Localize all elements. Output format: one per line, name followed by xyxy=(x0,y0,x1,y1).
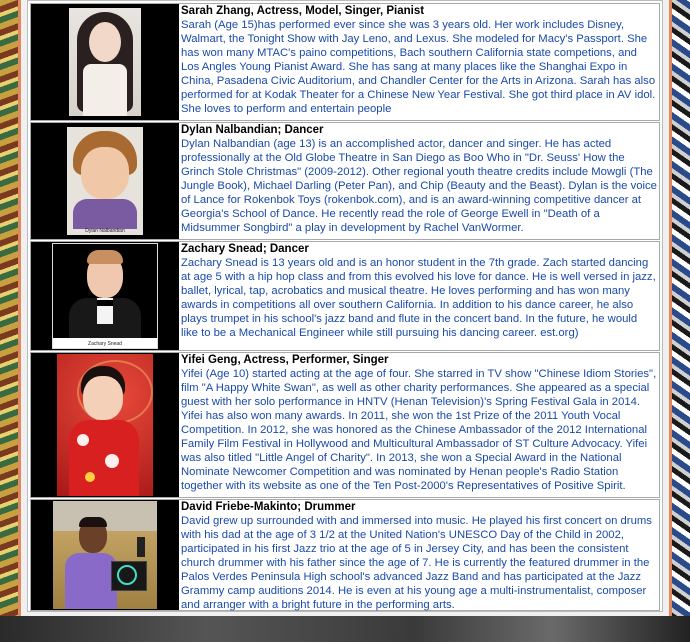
performer-bio: Yifei (Age 10) started acting at the age of four. She starred in TV show "Chinese Idiom Stories", film "A Happy White Swan", as well as other charity performances. She appeared as a special guest with her solo performance in HNTV (Henan Television)'s Spring Festival Gala in 2014. Yifei has also won many awards. In 2011, she won the 1st Prize of the 2011 Youth Vocal Competition. In 2012, she was honored as the Chinese Ambassador of the 2012 International Family Film Festival in Hollywood and Multicultural Ambassador of ST Culture Advocacy. Yifei was also titled "Little Angel of Charity". In 2013, she won a Special Award in the National Nominate Newcomer Competition and was nominated by Henan people's Radio Station together with its website as one of the Ten Post-2000's Representatives of Positive Spirit. xyxy=(181,368,657,492)
decorative-bottom-strip xyxy=(0,616,690,642)
performer-photo xyxy=(53,501,157,609)
page-frame xyxy=(18,0,672,616)
performer-info xyxy=(181,354,657,497)
performer-info xyxy=(181,243,657,350)
performer-bio: Dylan Nalbandian (age 13) is an accomplished actor, dancer and singer. He has acted professionally at the Old Globe Theatre in San Diego as Boo Who in "Dr. Seuss' How the Grinch Stole Christmas" (2009-2012). Other regional youth theatre credits include Mowgli (The Jungle Book), Michael Darling (Peter Pan), and Chip (Beauty and the Beast). Dylan is the voice of Lance for Rokenbok Toys (rokenbok.com), and is an award-winning competitive dancer at Georgia's School of Dance. He recently read the role of George Ewell in "Death of a Midsummer Songbird" a play in development by Rachel VanWormer. xyxy=(181,138,657,234)
photo-cell xyxy=(31,353,179,497)
table-row xyxy=(30,3,660,121)
performer-name: David Friebe-Makinto; Drummer xyxy=(181,501,356,513)
photo-cell xyxy=(31,123,179,239)
performer-table xyxy=(27,0,663,612)
performer-info xyxy=(181,501,657,610)
performer-info xyxy=(181,124,657,239)
performer-bio: Zachary Snead is 13 years old and is an honor student in the 7th grade. Zach started dancing at age 5 with a hip hop class and from this evolved his love for dance. He is well versed in jazz, ballet, lyrical, tap, acrobatics and musical theatre. He loves performing and has won many awards in competitions all over southern California. In addition to his dance career, he also plays trumpet in his school's jazz band and flute in the concert band. In the future, he would like to be a Mechanical Engineer while still pursuing his dancing career. est.org) xyxy=(181,257,656,339)
performer-photo xyxy=(69,8,141,116)
photo-caption: Zachary Snead xyxy=(88,341,122,347)
table-row xyxy=(30,241,660,351)
performer-photo xyxy=(67,127,143,235)
photo-caption: Dylan Nalbandian xyxy=(85,228,125,234)
photo-cell xyxy=(31,500,179,610)
table-row xyxy=(30,122,660,240)
photo-cell xyxy=(31,242,179,350)
performer-name: Zachary Snead; Dancer xyxy=(181,243,309,255)
performer-bio: David grew up surrounded with and immersed into music. He played his first concert on drums with his dad at the age of 3 1/2 at the United Nation's UNESCO Day of the Child in 2002, participated in his first Jazz trio at the age of 5 in Jersey City, and has been the consistent church drummer with his father since the age of 7. He is currently the featured drummer in the Palos Verdes Peninsula High school's advanced Jazz Band and has participated at the Jazz Grammy camp auditions 2014. He is even at his young age a multi-instrumentalist, composer and arranger with a bright future in the performing arts. xyxy=(181,515,652,611)
performer-photo xyxy=(52,243,158,349)
performer-bio: Sarah (Age 15)has performed ever since she was 3 years old. Her work includes Disney, Walmart, the Tonight Show with Jay Leno, and Lexus. She modeled for Macy's Passport. She has won many MTAC's paino competitions, Bach southern California state competions, and Los Angles Young Pianist Award. She has sang at many places like the Shanghai Expo in China, Pasadena Civic Auditorium, and Chandler Center for the Arts in Arizona. Sarah has also performed for at Kodak Theater for a Chinese New Year Festival. She got third place in AV idol. She loves to perform and entertain people xyxy=(181,19,656,115)
table-row xyxy=(30,352,660,498)
performer-name: Sarah Zhang, Actress, Model, Singer, Pianist xyxy=(181,5,425,17)
performer-info xyxy=(181,5,657,120)
photo-cell xyxy=(31,4,179,120)
table-row xyxy=(30,499,660,611)
performer-name: Yifei Geng, Actress, Performer, Singer xyxy=(181,354,389,366)
performer-name: Dylan Nalbandian; Dancer xyxy=(181,124,324,136)
performer-photo xyxy=(57,354,153,496)
